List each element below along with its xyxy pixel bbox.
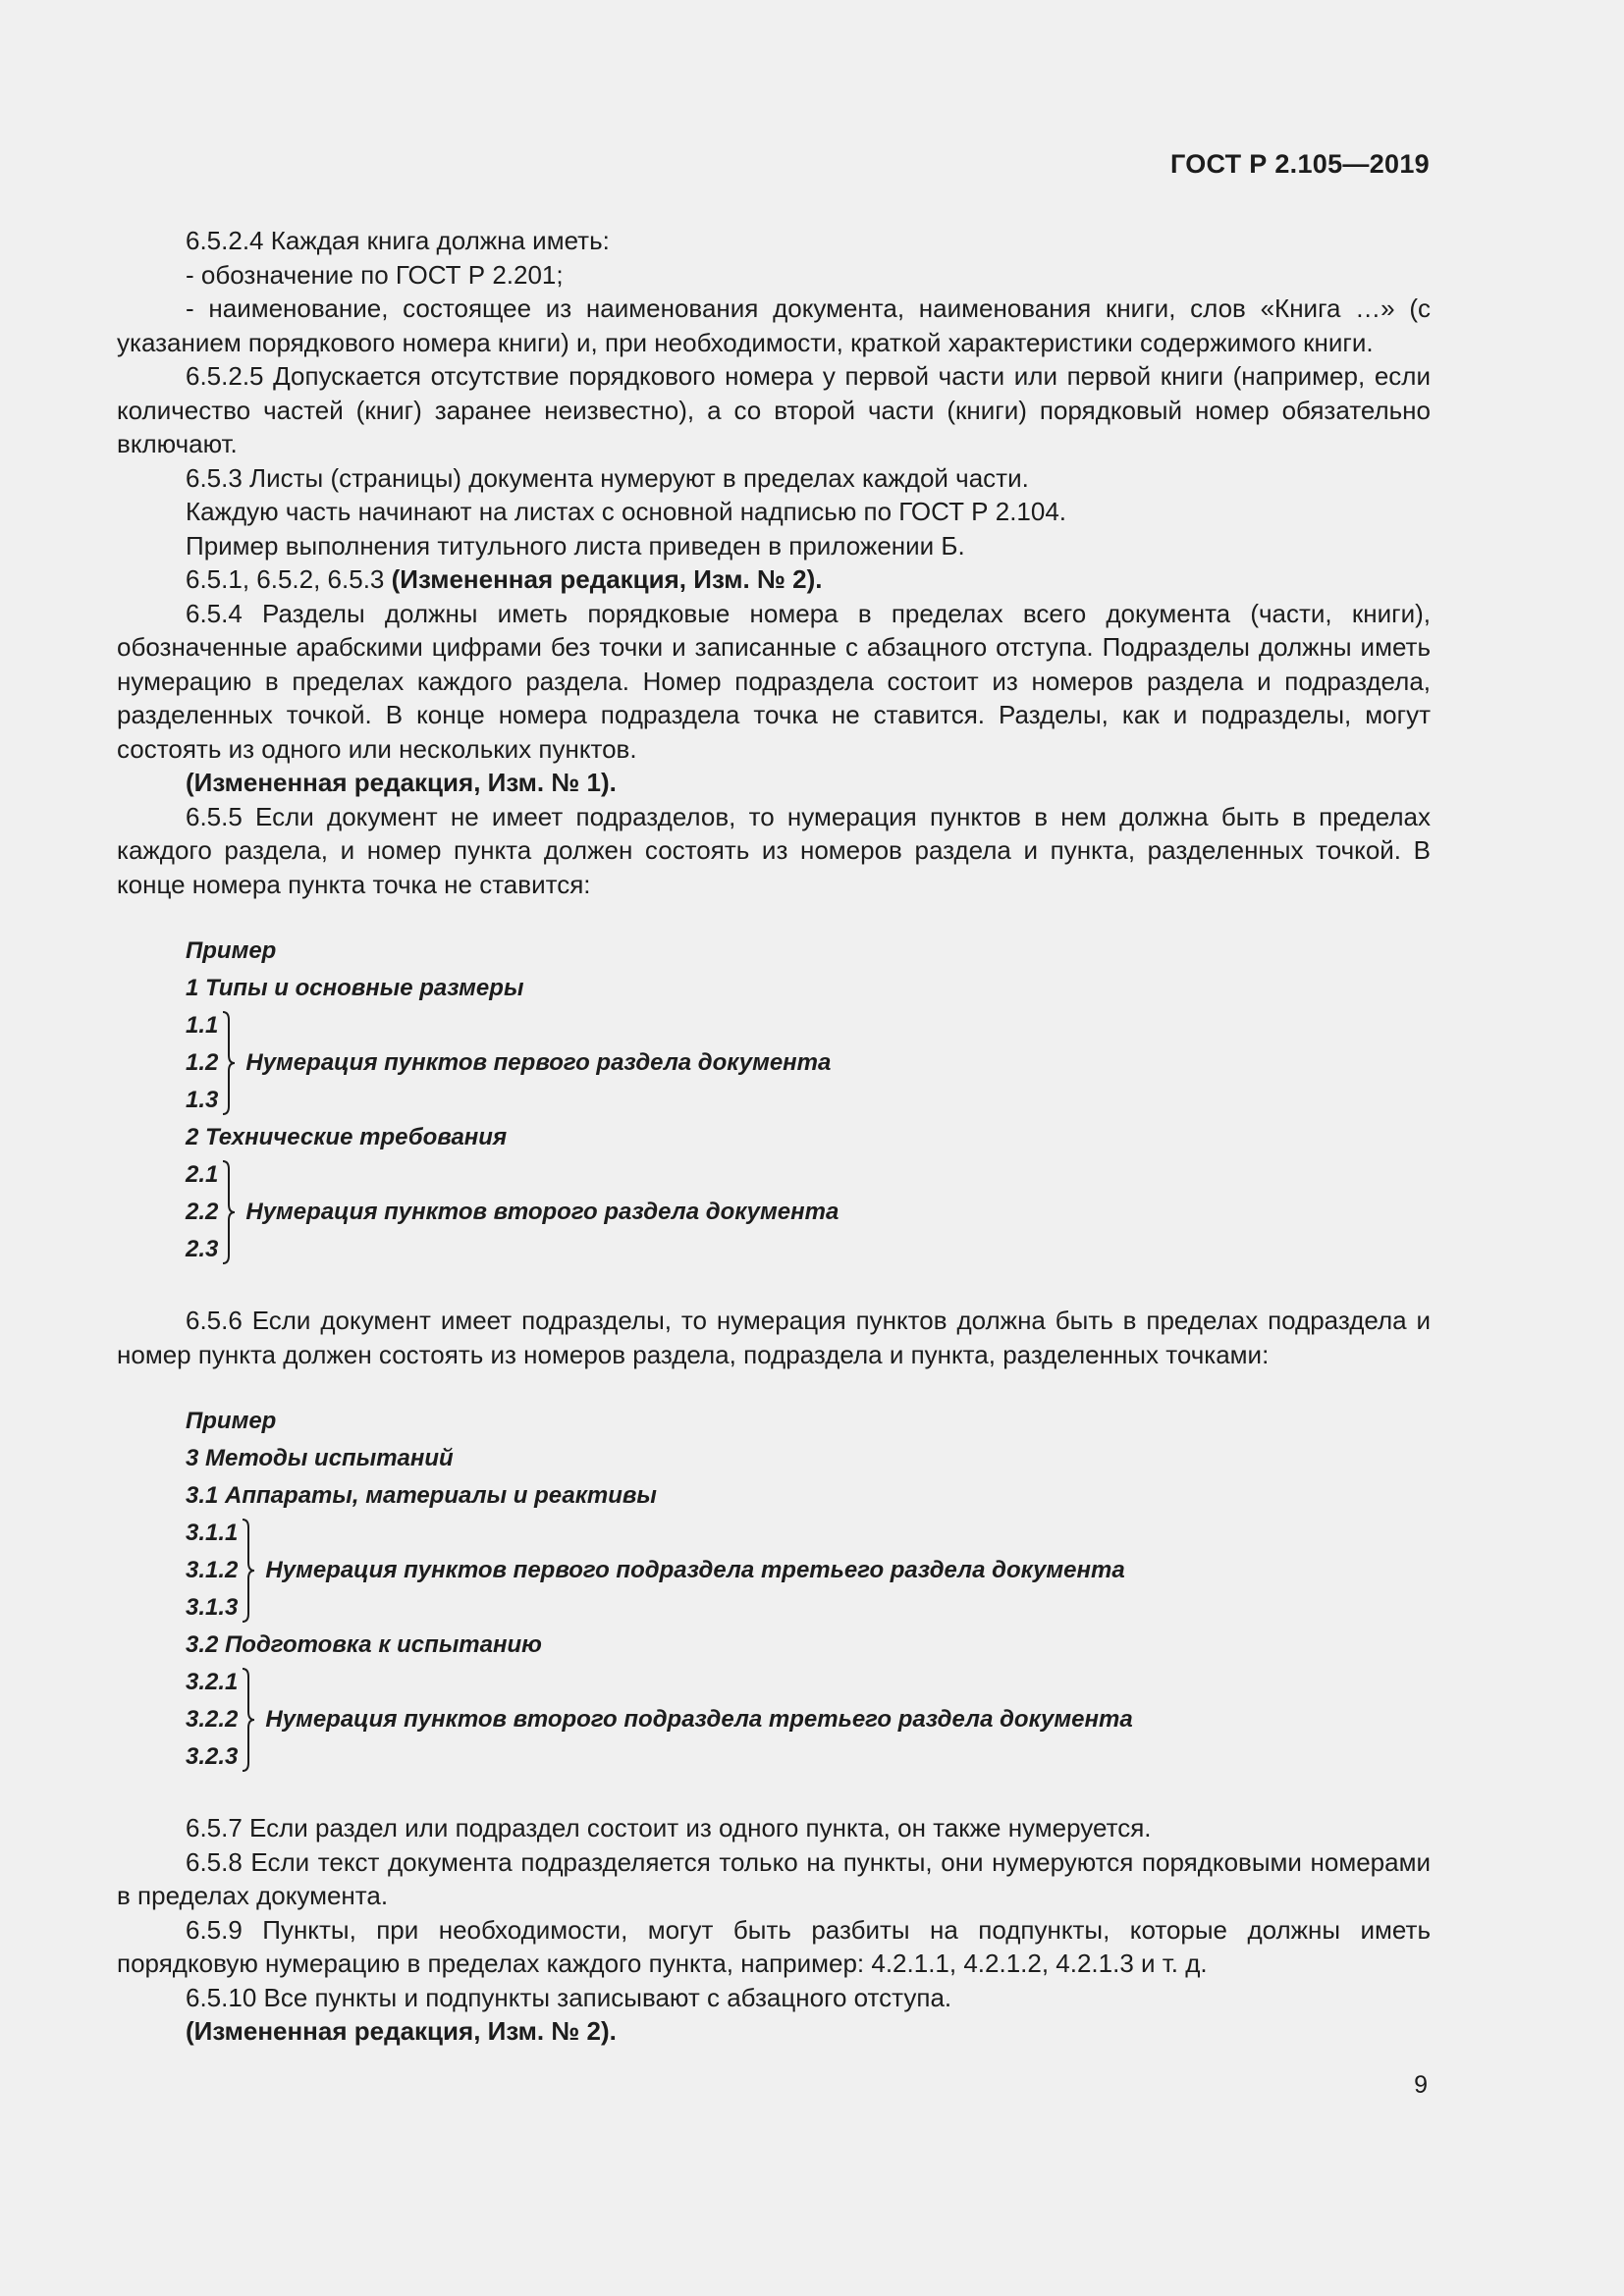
example-block: [186, 933, 1431, 1268]
paragraph: - обозначение по ГОСТ Р 2.201;: [186, 259, 564, 290]
paragraph: 6.5.4 Разделы должны иметь порядковые номера в пределах всего документа (части, книги), обозначенные арабскими цифрами без точки и записанные с абзацного отступа. Подразделы должны иметь нумерацию в пределах каждого раздела. Номер подраздела состоит из номеров раздела и подраздела, разделенных точкой. В конце номера подраздела точка не ставится. Разделы, как и подразделы, могут состоять из одного или нескольких пунктов.: [117, 598, 1431, 764]
numbering-group: [186, 1515, 1431, 1627]
example-section-title: 3 Методы испытаний: [186, 1445, 454, 1471]
right-brace-icon: [222, 1159, 236, 1265]
item-number: 2.3: [186, 1236, 219, 1262]
right-brace-icon: [222, 1010, 236, 1116]
paragraph: Пример выполнения титульного листа приведен в приложении Б.: [186, 530, 965, 561]
paragraph: - наименование, состоящее из наименования документа, наименования книги, слов «Книга …» (с указанием порядкового номера книги) и, при необходимости, краткой характеристики содержимого книги.: [117, 294, 1431, 357]
right-brace-icon: [242, 1518, 255, 1624]
item-number: 3.1.3: [186, 1594, 239, 1621]
paragraph: 6.5.8 Если текст документа подразделяется только на пункты, они нумеруются порядковыми номерами в пределах документа.: [117, 1846, 1431, 1910]
example-block: [186, 1403, 1431, 1776]
item-number: 3.1.2: [186, 1557, 239, 1583]
item-number: 2.2: [186, 1199, 219, 1225]
paragraph: 6.5.2.5 Допускается отсутствие порядкового номера у первой части или первой книги (например, если количество частей (книг) заранее неизвестно), а со второй части (книги) порядковый номер обязательно включают.: [117, 361, 1431, 458]
amendment-refs: 6.5.1, 6.5.2, 6.5.3: [186, 564, 392, 594]
amendment-note: (Измененная редакция, Изм. № 1).: [186, 768, 617, 797]
paragraph: 6.5.10 Все пункты и подпункты записывают с абзацного отступа.: [186, 1982, 952, 2012]
paragraph: 6.5.9 Пункты, при необходимости, могут быть разбиты на подпункты, которые должны иметь порядковую нумерацию в пределах каждого пункта, например: 4.2.1.1, 4.2.1.2, 4.2.1.3 и т. д.: [117, 1914, 1431, 1978]
example-subsection-title: 3.2 Подготовка к испытанию: [186, 1631, 542, 1658]
right-brace-icon: [242, 1667, 255, 1773]
item-number: 1.2: [186, 1049, 219, 1076]
item-number: 3.2.2: [186, 1706, 239, 1733]
example-section-title: 2 Технические требования: [186, 1124, 508, 1150]
page-number: 9: [1414, 2071, 1428, 2099]
paragraph: Каждую часть начинают на листах с основной надписью по ГОСТ Р 2.104.: [186, 497, 1067, 526]
document-body: [117, 224, 1431, 2049]
amendment-note: (Измененная редакция, Изм. № 2).: [391, 564, 823, 594]
paragraph: 6.5.3 Листы (страницы) документа нумеруют в пределах каждой части.: [186, 462, 1029, 493]
group-description: Нумерация пунктов первого раздела документа: [245, 1048, 832, 1076]
group-description: Нумерация пунктов второго подраздела третьего раздела документа: [265, 1705, 1133, 1733]
group-description: Нумерация пунктов второго раздела документа: [245, 1198, 839, 1225]
example-subsection-title: 3.1 Аппараты, материалы и реактивы: [186, 1482, 657, 1509]
document-header: ГОСТ Р 2.105—2019: [1169, 149, 1430, 179]
example-section-title: 1 Типы и основные размеры: [186, 975, 524, 1001]
paragraph: 6.5.7 Если раздел или подраздел состоит из одного пункта, он также нумеруется.: [186, 1813, 1152, 1842]
item-number: 3.2.3: [186, 1743, 239, 1770]
numbering-group: [186, 1156, 1431, 1268]
example-label: Пример: [186, 937, 277, 964]
numbering-group: [186, 1664, 1431, 1776]
paragraph: 6.5.5 Если документ не имеет подразделов, то нумерация пунктов в нем должна быть в пределах каждого раздела, и номер пункта должен состоять из номеров раздела и пункта, разделенных точкой. В конце номера пункта точка не ставится:: [117, 801, 1431, 899]
amendment-note: (Измененная редакция, Изм. № 2).: [186, 2016, 617, 2046]
amendment-paragraph: [117, 562, 1431, 597]
item-number: 1.3: [186, 1087, 219, 1113]
numbering-group: [186, 1007, 1431, 1119]
item-number: 3.1.1: [186, 1520, 239, 1546]
item-number: 1.1: [186, 1012, 219, 1039]
paragraph: 6.5.6 Если документ имеет подразделы, то нумерация пунктов должна быть в пределах подраздела и номер пункта должен состоять из номеров раздела, подраздела и пункта, разделенных точками:: [117, 1306, 1431, 1369]
paragraph: 6.5.2.4 Каждая книга должна иметь:: [186, 226, 610, 255]
group-description: Нумерация пунктов первого подраздела третьего раздела документа: [265, 1556, 1125, 1583]
example-label: Пример: [186, 1408, 277, 1434]
item-number: 2.1: [186, 1161, 219, 1188]
item-number: 3.2.1: [186, 1669, 239, 1695]
